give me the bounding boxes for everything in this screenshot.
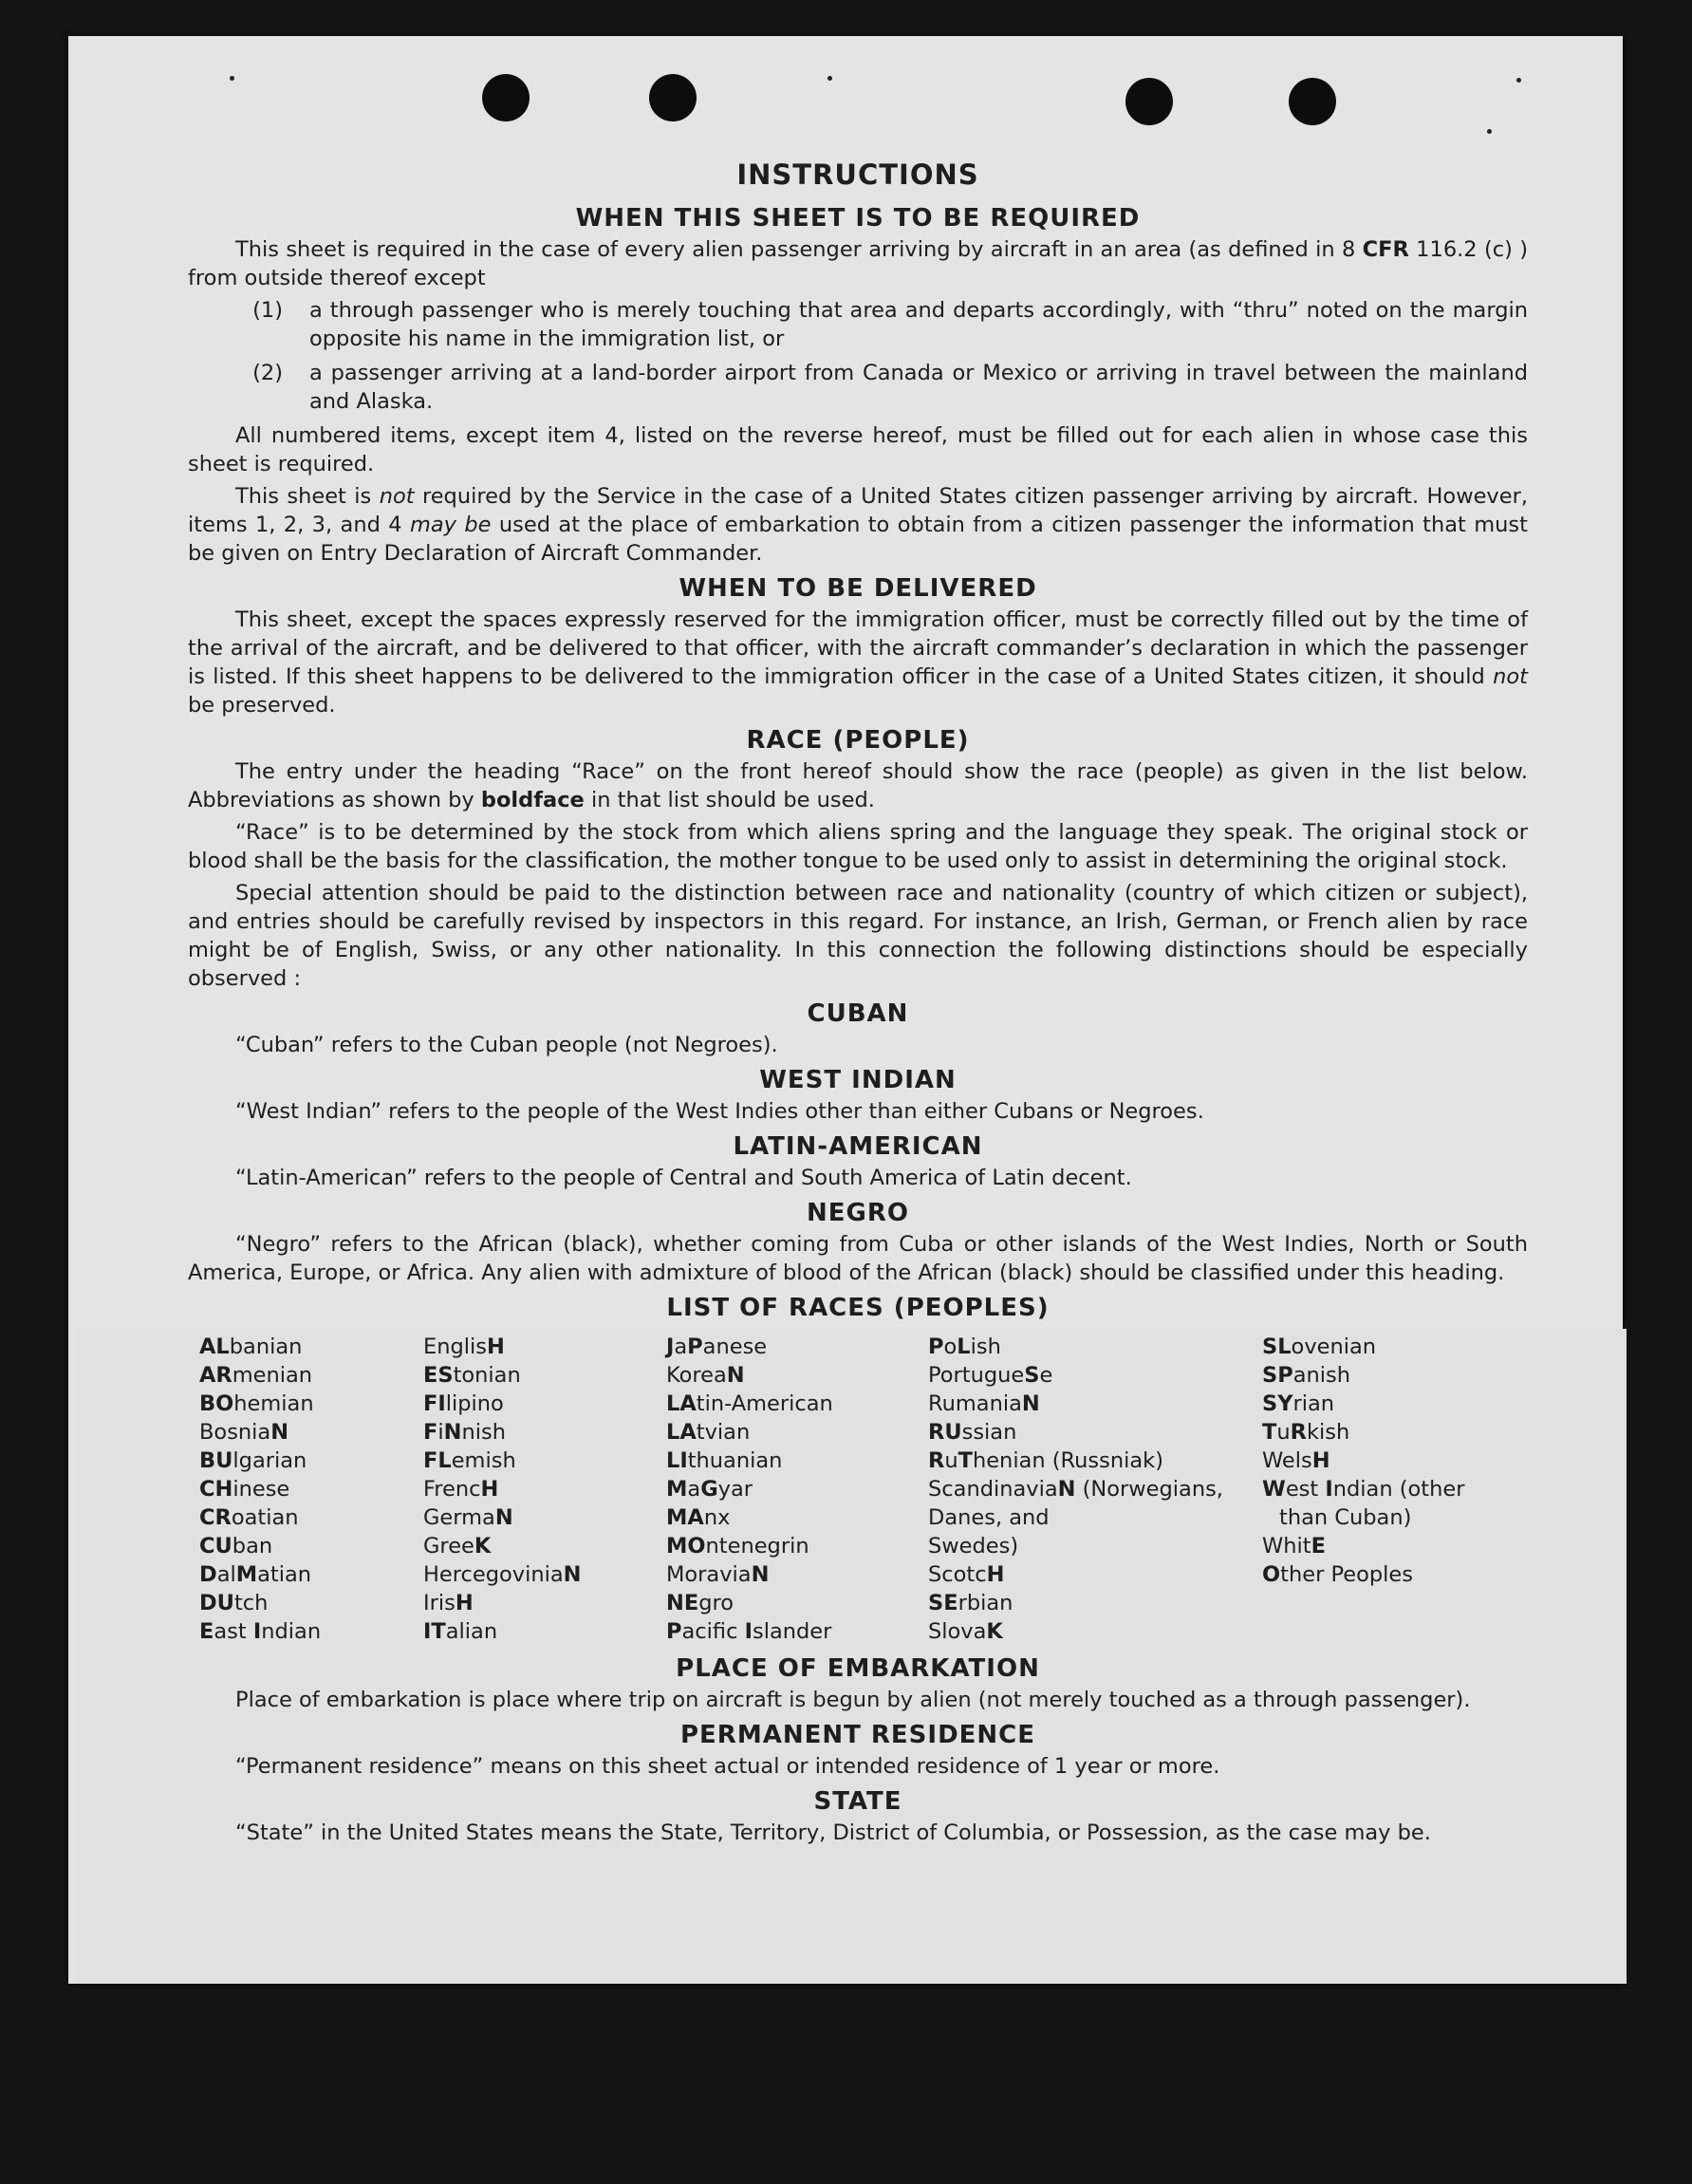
punch-hole xyxy=(1125,78,1173,125)
races-column xyxy=(928,1333,1262,1646)
races-column xyxy=(188,1333,423,1646)
cuban-text: “Cuban” refers to the Cuban people (not Negroes). xyxy=(235,1033,778,1057)
race-entry: MoraviaN xyxy=(666,1562,770,1587)
section-heading-west-indian: WEST INDIAN xyxy=(759,1066,957,1094)
race-entry: CRoatian xyxy=(199,1505,299,1530)
section-heading-residence: PERMANENT RESIDENCE xyxy=(679,1721,1036,1749)
required-intro: This sheet is required in the case of every alien passenger arriving by aircraft in an area (as defined in 8 CFR 116.2 (c) ) from outside thereof except xyxy=(188,237,1528,290)
race-entry: ITalian xyxy=(423,1619,498,1644)
race-entry: Other Peoples xyxy=(1262,1562,1413,1587)
punch-hole xyxy=(482,74,530,121)
instructions-content xyxy=(188,156,1528,1851)
race-entry: DalMatian xyxy=(199,1562,312,1587)
section-heading-embarkation: PLACE OF EMBARKATION xyxy=(676,1654,1040,1683)
race-entry: Swedes) xyxy=(928,1534,1019,1559)
race-entry: NEgro xyxy=(666,1591,734,1615)
dust-speck xyxy=(827,76,832,81)
race-entry: than Cuban) xyxy=(1279,1505,1412,1530)
exception-item: (2) a passenger arriving at a land-border airport from Canada or Mexico or arriving in travel between the mainland and Alaska. xyxy=(252,361,1528,414)
race-entry: GermaN xyxy=(423,1505,513,1530)
section-heading-required: WHEN THIS SHEET IS TO BE REQUIRED xyxy=(575,204,1141,233)
required-para-2: All numbered items, except item 4, listed on the reverse hereof, must be filled out for each alien in whose case this sheet is required. xyxy=(188,423,1528,476)
required-para-3: This sheet is not required by the Service in the case of a United States citizen passenger arriving by aircraft. However, items 1, 2, 3, and 4 may be used at the place of embarkation to obtain from a citizen passenger the information that must be given on Entry Declaration of Aircraft Commander. xyxy=(188,484,1528,566)
section-heading-list-of-races: LIST OF RACES (PEOPLES) xyxy=(666,1294,1050,1322)
race-entry: PortugueSe xyxy=(928,1363,1053,1388)
race-entry: KoreaN xyxy=(666,1363,745,1388)
race-entry: PoLish xyxy=(928,1335,1001,1359)
race-entry: JaPanese xyxy=(666,1335,768,1359)
race-entry: FiNnish xyxy=(423,1420,506,1445)
race-entry: CUban xyxy=(199,1534,273,1559)
embarkation-text: Place of embarkation is place where trip on aircraft is begun by alien (not merely touched as a through passenger). xyxy=(235,1688,1471,1712)
race-entry: CHinese xyxy=(199,1477,290,1502)
race-entry: SLovenian xyxy=(1262,1335,1377,1359)
races-column xyxy=(666,1333,928,1646)
dust-speck xyxy=(230,76,234,81)
race-entry: SYrian xyxy=(1262,1391,1335,1416)
race-entry: MaGyar xyxy=(666,1477,753,1502)
race-entry: HercegoviniaN xyxy=(423,1562,582,1587)
section-heading-negro: NEGRO xyxy=(807,1199,909,1227)
races-column xyxy=(1262,1333,1518,1646)
race-para-2: “Race” is to be determined by the stock from which aliens spring and the language they speak. The original stock or blood shall be the basis for the classification, the mother tongue to be used only to assist in determining the original stock. xyxy=(188,820,1528,873)
latin-american-text: “Latin-American” refers to the people of Central and South America of Latin decent. xyxy=(235,1166,1132,1190)
race-entry: Pacific Islander xyxy=(666,1619,832,1644)
section-heading-race: RACE (PEOPLE) xyxy=(746,726,970,755)
section-heading-state: STATE xyxy=(813,1787,902,1816)
west-indian-text: “West Indian” refers to the people of the West Indies other than either Cubans or Negroes. xyxy=(235,1099,1204,1124)
dust-speck xyxy=(1516,78,1521,83)
race-entry: FLemish xyxy=(423,1448,516,1473)
race-entry: RuThenian (Russniak) xyxy=(928,1448,1163,1473)
race-para-3: Special attention should be paid to the distinction between race and nationality (country of which citizen or subject), and entries should be carefully revised by inspectors in this regard. For instance, an Irish, German, or French alien by race might be of English, Swiss, or any other nationality. In this connection the following distinctions should be especially observed : xyxy=(188,881,1528,991)
section-heading-latin-american: LATIN-AMERICAN xyxy=(733,1132,983,1161)
race-entry: LAtvian xyxy=(666,1420,751,1445)
page-title: INSTRUCTIONS xyxy=(736,159,979,191)
race-entry: BUlgarian xyxy=(199,1448,307,1473)
race-entry: GreeK xyxy=(423,1534,492,1559)
race-entry: SlovaK xyxy=(928,1619,1003,1644)
punch-hole xyxy=(1289,78,1336,125)
race-entry: BosniaN xyxy=(199,1420,289,1445)
race-entry: LIthuanian xyxy=(666,1448,783,1473)
state-text: “State” in the United States means the State, Territory, District of Columbia, or Possession, as the case may be. xyxy=(235,1820,1431,1845)
exception-item: (1) a through passenger who is merely touching that area and departs accordingly, with “thru” noted on the margin opposite his name in the immigration list, or xyxy=(252,298,1528,351)
negro-text: “Negro” refers to the African (black), whether coming from Cuba or other islands of the West Indies, North or South America, Europe, or Africa. Any alien with admixture of blood of the African (black) should be classified under this heading. xyxy=(188,1232,1528,1285)
race-entry: MAnx xyxy=(666,1505,731,1530)
dust-speck xyxy=(1487,129,1492,134)
race-entry: LAtin-American xyxy=(666,1391,833,1416)
race-entry: ScotcH xyxy=(928,1562,1005,1587)
punch-hole xyxy=(649,74,697,121)
races-column xyxy=(423,1333,666,1646)
race-entry: WhitE xyxy=(1262,1534,1326,1559)
race-entry: SPanish xyxy=(1262,1363,1350,1388)
race-entry: SErbian xyxy=(928,1591,1013,1615)
race-entry: ALbanian xyxy=(199,1335,303,1359)
race-entry: DUtch xyxy=(199,1591,269,1615)
race-entry: FIlipino xyxy=(423,1391,504,1416)
race-entry: ScandinaviaN (Norwegians, xyxy=(928,1477,1223,1502)
delivered-text: This sheet, except the spaces expressly reserved for the immigration officer, must be correctly filled out by the time of the arrival of the aircraft, and be delivered to that officer, with the aircraft commander’s declaration in which the passenger is listed. If this sheet happens to be delivered to the immigration officer in the case of a United States citizen, it should not be preserved. xyxy=(188,607,1528,718)
race-entry: IrisH xyxy=(423,1591,474,1615)
section-heading-cuban: CUBAN xyxy=(807,999,909,1028)
race-entry: ARmenian xyxy=(199,1363,313,1388)
race-entry: EnglisH xyxy=(423,1335,505,1359)
race-entry: FrencH xyxy=(423,1477,499,1502)
residence-text: “Permanent residence” means on this sheet actual or intended residence of 1 year or more. xyxy=(235,1754,1220,1779)
race-entry: BOhemian xyxy=(199,1391,314,1416)
section-heading-delivered: WHEN TO BE DELIVERED xyxy=(679,574,1037,603)
race-entry: Danes, and xyxy=(928,1505,1050,1530)
race-entry: East Indian xyxy=(199,1619,322,1644)
race-entry: MOntenegrin xyxy=(666,1534,809,1559)
races-list xyxy=(188,1333,1528,1646)
race-entry: RUssian xyxy=(928,1420,1017,1445)
race-entry: WelsH xyxy=(1262,1448,1330,1473)
race-para-1: The entry under the heading “Race” on the front hereof should show the race (people) as given in the list below. Abbreviations as shown by boldface in that list should be used. xyxy=(188,759,1528,812)
race-entry: West Indian (other xyxy=(1262,1477,1465,1502)
race-entry: RumaniaN xyxy=(928,1391,1040,1416)
race-entry: EStonian xyxy=(423,1363,521,1388)
race-entry: TuRkish xyxy=(1262,1420,1350,1445)
